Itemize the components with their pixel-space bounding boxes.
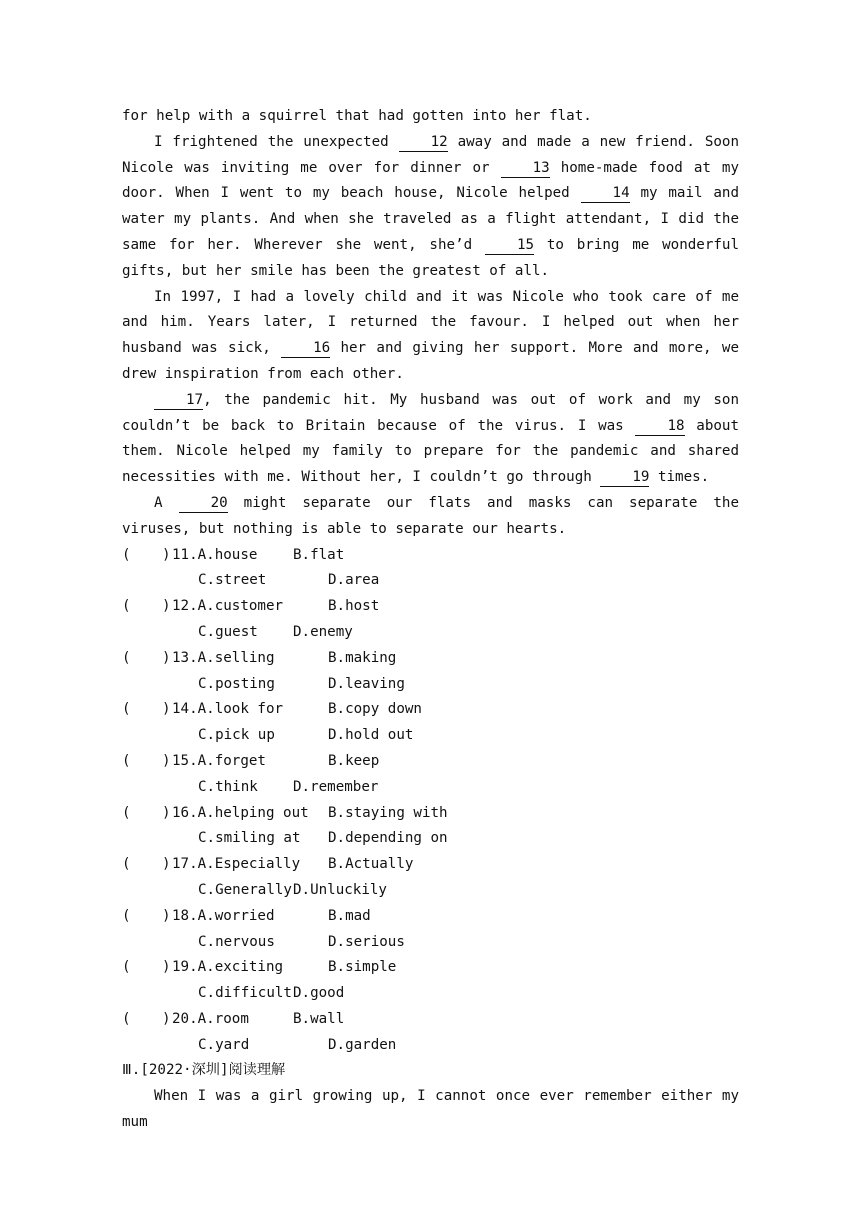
document-page bbox=[122, 104, 739, 1136]
answer-paren-close: ) bbox=[162, 598, 171, 615]
option-a: 14.A.look for bbox=[172, 701, 284, 718]
question-row-cont bbox=[122, 568, 739, 594]
question-list bbox=[122, 543, 739, 1059]
option-d: D.serious bbox=[328, 933, 405, 950]
option-a: 13.A.selling bbox=[172, 649, 275, 666]
question-row bbox=[122, 749, 739, 775]
answer-paren-close: ) bbox=[162, 649, 171, 666]
option-a: 18.A.worried bbox=[172, 907, 275, 924]
passage-paragraph-5: A 20 might separate our flats and masks can separate the viruses, but nothing is able to separate our hearts. bbox=[122, 494, 739, 537]
option-c: C.yard bbox=[198, 1036, 250, 1053]
question-row bbox=[122, 904, 739, 930]
blank-12: 12 bbox=[399, 133, 448, 152]
answer-paren-close: ) bbox=[162, 959, 171, 976]
blank-13: 13 bbox=[501, 159, 550, 178]
option-c: C.Generally bbox=[198, 881, 292, 898]
answer-paren-open[interactable]: ( bbox=[122, 752, 131, 769]
answer-paren-close: ) bbox=[162, 752, 171, 769]
answer-paren-open[interactable]: ( bbox=[122, 959, 131, 976]
option-c: C.think bbox=[198, 778, 258, 795]
question-row-cont bbox=[122, 672, 739, 698]
question-row bbox=[122, 697, 739, 723]
option-a: 19.A.exciting bbox=[172, 959, 284, 976]
option-b: B.copy down bbox=[328, 701, 422, 718]
answer-paren-open[interactable]: ( bbox=[122, 649, 131, 666]
answer-paren-close: ) bbox=[162, 546, 171, 563]
option-d: D.good bbox=[293, 985, 345, 1002]
answer-paren-open[interactable]: ( bbox=[122, 907, 131, 924]
passage-paragraph-4: 17, the pandemic hit. My husband was out of work and my son couldn’t be back to Britain because of the virus. I was 18 about them. Nicole helped my family to prepare for the pandemic and shared necessities with me. Without her, I couldn’t go through 19 times. bbox=[122, 391, 739, 486]
option-b: B.wall bbox=[293, 1010, 345, 1027]
option-b: B.keep bbox=[328, 752, 380, 769]
option-c: C.guest bbox=[198, 623, 258, 640]
question-row bbox=[122, 543, 739, 569]
question-row bbox=[122, 801, 739, 827]
blank-19: 19 bbox=[600, 468, 649, 487]
answer-paren-open[interactable]: ( bbox=[122, 856, 131, 873]
answer-paren-open[interactable]: ( bbox=[122, 598, 131, 615]
option-d: D.enemy bbox=[293, 623, 353, 640]
question-row bbox=[122, 1007, 739, 1033]
option-c: C.nervous bbox=[198, 933, 275, 950]
option-c: C.smiling at bbox=[198, 830, 301, 847]
answer-paren-close: ) bbox=[162, 907, 171, 924]
option-c: C.difficult bbox=[198, 985, 292, 1002]
option-b: B.simple bbox=[328, 959, 397, 976]
answer-paren-close: ) bbox=[162, 804, 171, 821]
blank-17: 17 bbox=[154, 391, 203, 410]
option-b: B.host bbox=[328, 598, 380, 615]
question-row bbox=[122, 646, 739, 672]
option-d: D.area bbox=[328, 572, 380, 589]
question-row-cont bbox=[122, 1033, 739, 1059]
answer-paren-open[interactable]: ( bbox=[122, 701, 131, 718]
question-row-cont bbox=[122, 930, 739, 956]
question-row bbox=[122, 594, 739, 620]
option-d: D.hold out bbox=[328, 727, 414, 744]
question-row-cont bbox=[122, 981, 739, 1007]
answer-paren-open[interactable]: ( bbox=[122, 804, 131, 821]
blank-18: 18 bbox=[635, 417, 684, 436]
option-a: 12.A.customer bbox=[172, 598, 284, 615]
option-a: 20.A.room bbox=[172, 1010, 249, 1027]
option-b: B.Actually bbox=[328, 856, 414, 873]
blank-14: 14 bbox=[581, 184, 630, 203]
blank-15: 15 bbox=[485, 236, 534, 255]
question-row-cont bbox=[122, 775, 739, 801]
passage-paragraph-3: In 1997, I had a lovely child and it was Nicole who took care of me and him. Years later, I returned the favour. I helped out when her husband was sick, 16 her and giving her support. More and more, we drew inspiration from each other. bbox=[122, 288, 739, 382]
answer-paren-open[interactable]: ( bbox=[122, 1010, 131, 1027]
option-d: D.remember bbox=[293, 778, 379, 795]
blank-20: 20 bbox=[179, 494, 228, 513]
option-c: C.street bbox=[198, 572, 267, 589]
option-a: 16.A.helping out bbox=[172, 804, 309, 821]
option-d: D.garden bbox=[328, 1036, 397, 1053]
option-b: B.staying with bbox=[328, 804, 448, 821]
question-row-cont bbox=[122, 826, 739, 852]
answer-paren-close: ) bbox=[162, 701, 171, 718]
option-a: 17.A.Especially bbox=[172, 856, 301, 873]
section-heading: Ⅲ.[2022·深圳]阅读理解 bbox=[122, 1062, 286, 1079]
answer-paren-close: ) bbox=[162, 1010, 171, 1027]
question-row-cont bbox=[122, 878, 739, 904]
answer-paren-open[interactable]: ( bbox=[122, 546, 131, 563]
option-d: D.leaving bbox=[328, 675, 405, 692]
option-d: D.depending on bbox=[328, 830, 448, 847]
option-a: 11.A.house bbox=[172, 546, 258, 563]
passage-paragraph-1: for help with a squirrel that had gotten into her flat. bbox=[122, 108, 592, 124]
option-b: B.flat bbox=[293, 546, 345, 563]
question-row-cont bbox=[122, 723, 739, 749]
blank-16: 16 bbox=[281, 339, 330, 358]
option-d: D.Unluckily bbox=[293, 881, 387, 898]
option-a: 15.A.forget bbox=[172, 752, 266, 769]
option-b: B.making bbox=[328, 649, 397, 666]
option-b: B.mad bbox=[328, 907, 371, 924]
question-row-cont bbox=[122, 620, 739, 646]
section-first-line: When I was a girl growing up, I cannot once ever remember either my mum bbox=[122, 1088, 739, 1131]
passage-paragraph-2: I frightened the unexpected 12 away and made a new friend. Soon Nicole was inviting me over for dinner or 13 home-made food at my door. When I went to my beach house, Nicole helped 14 my mail and water my plants. And when she traveled as a flight attendant, I did the same for her. Wherever she went, she’d 15 to bring me wonderful gifts, but her smile has been the greatest of all. bbox=[122, 133, 740, 279]
answer-paren-close: ) bbox=[162, 856, 171, 873]
option-c: C.pick up bbox=[198, 727, 275, 744]
question-row bbox=[122, 852, 739, 878]
option-c: C.posting bbox=[198, 675, 275, 692]
question-row bbox=[122, 955, 739, 981]
